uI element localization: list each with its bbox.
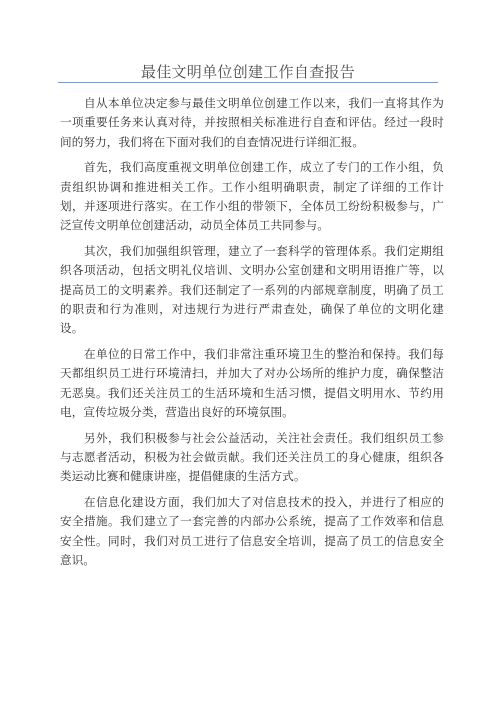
title-underline — [58, 82, 438, 83]
paragraph-intro: 自从本单位决定参与最佳文明单位创建工作以来，我们一直将其作为一项重要任务来认真对待，并按照相关标准进行自查和评估。经过一段时间的努力，我们将在下面对我们的自查情况进行详细汇报。 — [60, 96, 444, 149]
paragraph-working-group: 首先，我们高度重视文明单位创建工作，成立了专门的工作小组，负责组织协调和推进相关工作。工作小组明确职责，制定了详细的工作计划，并逐项进行落实。在工作小组的带领下，全体员工纷纷积极参与，广泛宣传文明单位创建活动，动员全体员工共同参与。 — [60, 160, 444, 233]
document-title: 最佳文明单位创建工作自查报告 — [140, 63, 356, 81]
paragraph-public-welfare: 另外，我们积极参与社会公益活动，关注社会责任。我们组织员工参与志愿者活动，积极为社会做贡献。我们还关注员工的身心健康，组织各类运动比赛和健康讲座，提倡健康的生活方式。 — [60, 430, 444, 484]
document-body — [60, 94, 444, 576]
paragraph-informatization: 在信息化建设方面，我们加大了对信息技术的投入，并进行了相应的安全措施。我们建立了一套完善的内部办公系统，提高了工作效率和信息安全性。同时，我们对员工进行了信息安全培训，提高了员工的信息安全意识。 — [60, 494, 444, 567]
paragraph-environment: 在单位的日常工作中，我们非常注重环境卫生的整治和保持。我们每天都组织员工进行环境清扫，并加大了对办公场所的维护力度，确保整洁无恶臭。我们还关注员工的生活环境和生活习惯，提倡文明用水、节约用电，宣传垃圾分类，营造出良好的环境氛围。 — [60, 346, 444, 420]
paragraph-management: 其次，我们加强组织管理，建立了一套科学的管理体系。我们定期组织各项活动，包括文明礼仪培训、文明办公室创建和文明用语推广等，以提高员工的文明素养。我们还制定了一系列的内部规章制度，明确了员工的职责和行为准则，对违规行为进行严肃查处，确保了单位的文明化建设。 — [60, 243, 444, 336]
